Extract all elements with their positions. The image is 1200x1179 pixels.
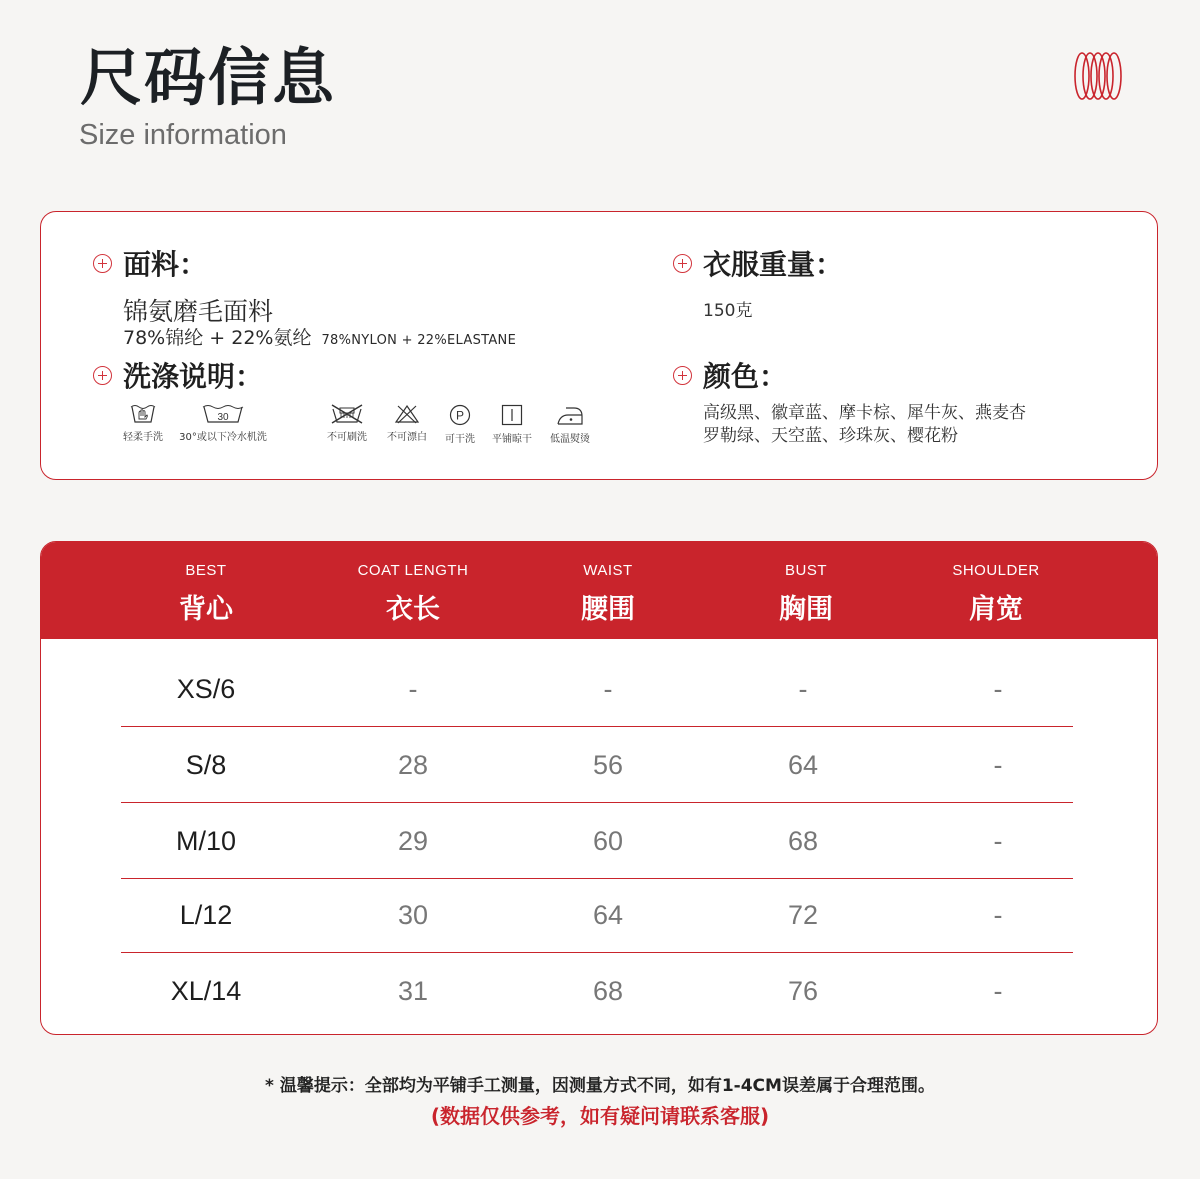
care-label: 轻柔手洗	[123, 432, 163, 443]
column-en: WAIST	[583, 562, 633, 579]
cell-size: XS/6	[176, 674, 236, 704]
wash-section	[93, 362, 653, 402]
column-cn: 肩宽	[969, 594, 1023, 625]
cell-shoulder: -	[993, 900, 1003, 930]
column-en: BUST	[784, 562, 827, 579]
composition-en: 78%NYLON + 22%ELASTANE	[321, 333, 517, 348]
care-dry-clean	[437, 404, 483, 445]
colors-section	[673, 362, 1113, 452]
table-row	[121, 727, 1073, 803]
fabric-name: 锦氨磨毛面料	[123, 297, 274, 326]
care-no-bleach	[382, 404, 432, 443]
colors-heading: 颜色：	[703, 360, 788, 393]
cell-bust: 64	[787, 750, 819, 780]
page-subtitle: Size information	[79, 119, 287, 151]
machine-wash-30-icon	[202, 404, 244, 424]
cell-coat-length: -	[408, 674, 418, 704]
cell-coat-length: 29	[397, 826, 429, 856]
care-label: 低温熨烫	[550, 434, 590, 445]
size-table-header	[41, 542, 1157, 639]
fabric-section	[93, 250, 653, 350]
plus-circle-icon	[673, 366, 692, 385]
no-bleach-icon	[394, 404, 420, 424]
cell-waist: 68	[592, 976, 624, 1006]
cell-shoulder: -	[993, 674, 1003, 704]
cell-bust: 76	[787, 976, 819, 1006]
column-en: SHOULDER	[952, 562, 1040, 579]
reference-disclaimer: (数据仅供参考，如有疑问请联系客服)	[430, 1104, 770, 1128]
fabric-composition	[123, 323, 516, 350]
cell-coat-length: 30	[397, 900, 429, 930]
fabric-heading: 面料：	[123, 248, 208, 281]
column-cn: 衣长	[386, 594, 440, 625]
tub-temperature: 30	[217, 412, 229, 423]
column-en: BEST	[185, 562, 227, 579]
page-title: 尺码信息	[80, 41, 337, 114]
care-label: 可干洗	[445, 434, 475, 445]
cell-bust: -	[798, 674, 808, 704]
cell-shoulder: -	[993, 976, 1003, 1006]
wash-heading: 洗涤说明：	[123, 360, 264, 393]
weight-heading: 衣服重量：	[703, 248, 844, 281]
hand-wash-icon	[130, 404, 156, 424]
cell-waist: 60	[592, 826, 624, 856]
weight-section	[673, 250, 1093, 330]
measurement-note: * 温馨提示：全部均为平铺手工测量，因测量方式不同，如有1-4CM误差属于合理范围。	[265, 1076, 935, 1096]
cell-bust: 72	[787, 900, 819, 930]
low-iron-icon	[556, 404, 584, 426]
care-hand-wash	[119, 404, 167, 443]
care-label: 平铺晾干	[492, 434, 532, 445]
care-flat-dry	[487, 404, 537, 445]
weight-value: 150克	[703, 301, 753, 321]
no-brush-icon	[330, 404, 364, 424]
care-label: 不可漂白	[387, 432, 427, 443]
column-en: COAT LENGTH	[357, 562, 469, 579]
cell-shoulder: -	[993, 750, 1003, 780]
care-label: 不可刷洗	[327, 432, 367, 443]
cell-size: L/12	[179, 900, 233, 930]
dry-clean-letter: P	[455, 408, 465, 423]
flat-dry-icon	[501, 404, 523, 426]
column-cn: 胸围	[779, 594, 833, 625]
cell-shoulder: -	[993, 826, 1003, 856]
column-cn: 背心	[179, 594, 233, 625]
plus-circle-icon	[673, 254, 692, 273]
cell-size: M/10	[175, 826, 237, 856]
colors-line-1: 高级黑、徽章蓝、摩卡棕、犀牛灰、燕麦杏	[703, 403, 1026, 423]
table-row	[121, 803, 1073, 879]
plus-circle-icon	[93, 366, 112, 385]
cell-coat-length: 31	[397, 976, 429, 1006]
size-table	[40, 541, 1158, 1035]
care-label: 30°或以下冷水机洗	[179, 432, 267, 443]
plus-circle-icon	[93, 254, 112, 273]
table-row	[121, 877, 1073, 953]
cell-waist: 64	[592, 900, 624, 930]
care-machine-wash	[173, 404, 273, 443]
cell-size: S/8	[185, 750, 227, 780]
colors-line-2: 罗勒绿、天空蓝、珍珠灰、樱花粉	[703, 426, 958, 446]
table-row	[121, 953, 1073, 1029]
composition-cn: 78%锦纶 + 22%氨纶	[123, 327, 312, 349]
cell-coat-length: 28	[397, 750, 429, 780]
table-row	[121, 651, 1073, 727]
cell-size: XL/14	[170, 976, 242, 1006]
brand-rings-icon	[1070, 50, 1126, 102]
care-low-iron	[545, 404, 595, 445]
column-cn: 腰围	[581, 594, 635, 625]
cell-waist: 56	[592, 750, 624, 780]
product-info-card	[40, 211, 1158, 480]
dry-clean-p-icon	[449, 404, 471, 426]
cell-waist: -	[603, 674, 613, 704]
cell-bust: 68	[787, 826, 819, 856]
care-no-brush	[322, 404, 372, 443]
